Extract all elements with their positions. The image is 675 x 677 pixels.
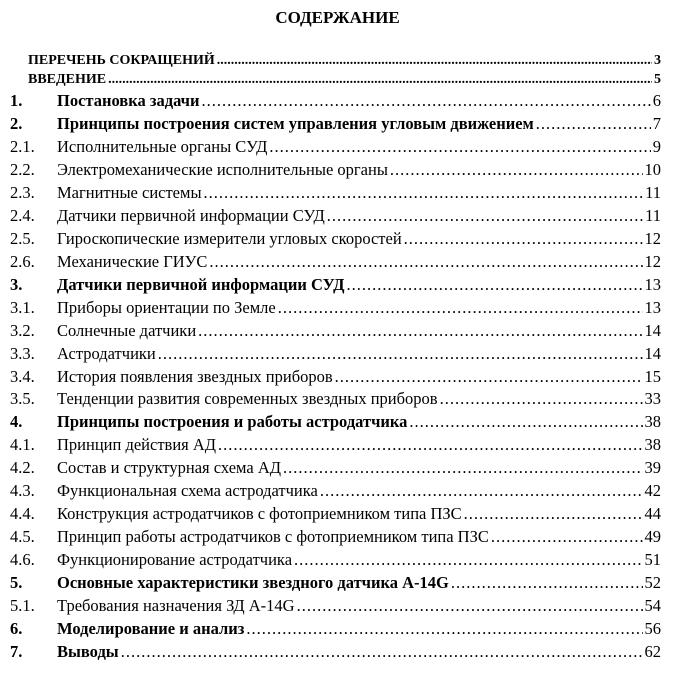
section-title: Принцип действия АД: [57, 435, 217, 455]
page-number: 7: [652, 113, 661, 133]
page-number: 15: [644, 366, 661, 386]
section-number: 2.3.: [10, 182, 35, 202]
toc-entry[interactable]: [10, 367, 661, 387]
section-number: 3.: [10, 274, 23, 294]
toc-entry[interactable]: [10, 298, 661, 318]
section-number: 2.: [10, 113, 23, 133]
section-number: 4.3.: [10, 481, 35, 501]
section-number: 3.4.: [10, 366, 35, 386]
section-number: 4.6.: [10, 550, 35, 570]
section-number: 3.2.: [10, 320, 35, 340]
section-title: Датчики первичной информации СУД: [57, 205, 325, 225]
toc-entry[interactable]: [10, 344, 661, 364]
dot-leader: [390, 160, 643, 180]
page-number: 62: [644, 642, 661, 662]
section-title: Солнечные датчики: [57, 320, 197, 340]
dot-leader: [335, 367, 643, 387]
section-number: 6.: [10, 619, 23, 639]
toc-entry[interactable]: [10, 619, 661, 639]
section-number: 4.2.: [10, 458, 35, 478]
toc-entry[interactable]: [10, 458, 661, 478]
section-number: 4.1.: [10, 435, 35, 455]
dot-leader: [269, 137, 650, 157]
page-number: 13: [644, 297, 661, 317]
toc-entry[interactable]: [10, 275, 661, 295]
section-title: История появления звездных приборов: [57, 366, 333, 386]
section-number: 2.2.: [10, 159, 35, 179]
dot-leader: [297, 596, 643, 616]
section-number: 5.1.: [10, 596, 35, 616]
dot-leader: [218, 435, 642, 455]
toc-entry[interactable]: [10, 183, 661, 203]
dot-leader: [491, 527, 643, 547]
toc-entry[interactable]: [10, 573, 661, 593]
dot-leader: [409, 412, 642, 432]
dot-leader: [320, 481, 643, 501]
page-number: 44: [644, 504, 661, 524]
section-title: Конструкция астродатчиков с фотоприемником типа ПЗС: [57, 504, 462, 524]
dot-leader: [121, 642, 643, 662]
page-number: 3: [654, 53, 661, 68]
toc-entry[interactable]: [10, 412, 661, 432]
toc-entry[interactable]: [28, 52, 661, 70]
section-title: ПЕРЕЧЕНЬ СОКРАЩЕНИЙ: [28, 53, 215, 68]
section-title: Датчики первичной информации СУД: [57, 274, 345, 294]
section-title: Магнитные системы: [57, 182, 202, 202]
dot-leader: [294, 550, 642, 570]
page-number: 6: [652, 91, 661, 110]
toc-entry[interactable]: [10, 389, 661, 409]
page-number: 11: [645, 182, 661, 202]
toc-entry[interactable]: [10, 435, 661, 455]
toc-entry[interactable]: [10, 504, 661, 524]
toc-entry[interactable]: [10, 252, 661, 272]
section-title: Гироскопические измерители угловых скоростей: [57, 228, 402, 248]
page-number: 5: [654, 72, 661, 87]
dot-leader: [201, 91, 650, 111]
page-number: 38: [644, 412, 661, 432]
page-number: 51: [644, 550, 661, 570]
page-number: 49: [644, 527, 661, 547]
toc-entry[interactable]: [10, 206, 661, 226]
toc-entry[interactable]: [10, 481, 661, 501]
page-number: 39: [644, 458, 661, 478]
section-number: 3.5.: [10, 389, 35, 409]
toc-entry[interactable]: [28, 71, 661, 89]
section-title: Астродатчики: [57, 343, 156, 363]
dot-leader: [283, 458, 643, 478]
dot-leader: [451, 573, 643, 593]
section-title: Приборы ориентации по Земле: [57, 297, 276, 317]
section-number: 2.5.: [10, 228, 35, 248]
toc-entry[interactable]: [10, 321, 661, 341]
dot-leader: [464, 504, 643, 524]
page-number: 14: [644, 320, 661, 340]
section-number: 7.: [10, 642, 23, 662]
dot-leader: [440, 389, 643, 409]
section-number: 3.3.: [10, 343, 35, 363]
section-number: 4.4.: [10, 504, 35, 524]
section-title: Функционирование астродатчика: [57, 550, 293, 570]
dot-leader: [404, 229, 643, 249]
section-title: Моделирование и анализ: [57, 619, 245, 639]
dot-leader: [198, 321, 642, 341]
section-title: Постановка задачи: [57, 91, 200, 110]
page-number: 12: [644, 228, 661, 248]
section-number: 2.1.: [10, 136, 35, 156]
section-title: Принципы построения систем управления угловым движением: [57, 113, 534, 133]
section-number: 3.1.: [10, 297, 35, 317]
dot-leader: [209, 252, 642, 272]
page-number: 12: [644, 251, 661, 271]
dot-leader: [217, 52, 652, 70]
page-number: 42: [644, 481, 661, 501]
section-number: 1.: [10, 91, 23, 110]
toc-entry[interactable]: [10, 550, 661, 570]
section-title: Функциональная схема астродатчика: [57, 481, 318, 501]
page-title: СОДЕРЖАНИЕ: [275, 8, 400, 27]
dot-leader: [327, 206, 643, 226]
page-number: 56: [644, 619, 661, 639]
page-number: 14: [644, 343, 661, 363]
toc-entry[interactable]: [10, 229, 661, 249]
toc-entry[interactable]: [10, 137, 661, 157]
page-number: 54: [644, 596, 661, 616]
dot-leader: [158, 344, 643, 364]
section-number: 5.: [10, 573, 23, 593]
section-number: 4.5.: [10, 527, 35, 547]
dot-leader: [536, 114, 651, 134]
page-number: 52: [644, 573, 661, 593]
dot-leader: [246, 619, 642, 639]
section-title: Требования назначения ЗД А-14G: [57, 596, 295, 616]
dot-leader: [278, 298, 643, 318]
toc-entry[interactable]: [10, 642, 661, 662]
dot-leader: [108, 71, 652, 89]
section-number: 2.4.: [10, 205, 35, 225]
toc-entry[interactable]: [10, 160, 661, 180]
page-number: 13: [644, 274, 661, 294]
section-title: Состав и структурная схема АД: [57, 458, 281, 478]
section-title: Принципы построения и работы астродатчика: [57, 412, 408, 432]
page-number: 33: [644, 389, 661, 409]
section-number: 2.6.: [10, 251, 35, 271]
section-title: Выводы: [57, 642, 119, 662]
section-title: Исполнительные органы СУД: [57, 136, 268, 156]
page-number: 10: [644, 159, 661, 179]
section-title: Основные характеристики звездного датчика А-14G: [57, 573, 449, 593]
section-number: 4.: [10, 412, 23, 432]
section-title: Принцип работы астродатчиков с фотоприемником типа ПЗС: [57, 527, 489, 547]
page-number: 11: [645, 205, 661, 225]
toc-entry[interactable]: [10, 91, 661, 111]
page-number: 38: [644, 435, 661, 455]
section-title: ВВЕДЕНИЕ: [28, 72, 107, 87]
section-title: Электромеханические исполнительные органы: [57, 159, 388, 179]
section-title: Тенденции развития современных звездных приборов: [57, 389, 438, 409]
toc-entry[interactable]: [10, 596, 661, 616]
dot-leader: [346, 275, 642, 295]
section-title: Механические ГИУС: [57, 251, 208, 271]
toc-entry[interactable]: [10, 527, 661, 547]
toc-entry[interactable]: [10, 114, 661, 134]
dot-leader: [204, 183, 644, 203]
page-number: 9: [652, 136, 661, 156]
